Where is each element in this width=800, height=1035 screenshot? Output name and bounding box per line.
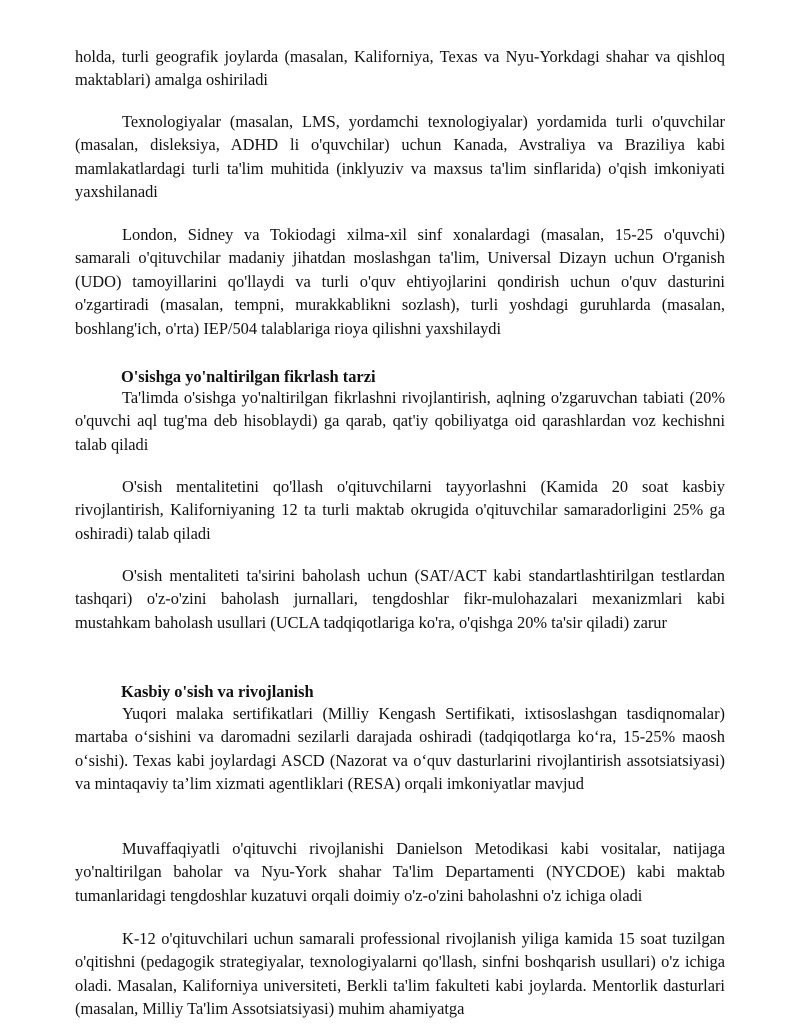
paragraph-professional-growth-1: Yuqori malaka sertifikatlari (Milliy Kengash Sertifikati, ixtisoslashgan tasdiqnomalar) martaba o‘sishini va daromadni sezilarli darajada oshiradi (tadqiqotlarga ko‘ra, 15-25% maosh o‘sishi). Texas kabi joylardagi ASCD (Nazorat va o‘quv dasturlarini rivojlantirish assotsiatsiyasi) va mintaqaviy ta’lim xizmati agentliklari (RESA) orqali imkoniyatlar mavjud xyxy=(75,704,725,794)
paragraph-professional-growth-2: Muvaffaqiyatli o'qituvchi rivojlanishi Danielson Metodikasi kabi vositalar, natijaga yo'naltirilgan baholar va Nyu-York shahar Ta'lim Departamenti (NYCDOE) kabi maktab tumanlaridagi tengdoshlar kuzatuvi orqali doimiy o'z-o'zini baholashni o'z ichiga oladi xyxy=(75,839,725,905)
paragraph-growth-mindset-2: O'sish mentalitetini qo'llash o'qituvchilarni tayyorlashni (Kamida 20 soat kasbiy rivojlantirish, Kaliforniyaning 12 ta turli maktab okrugida o'qituvchilar samaradorligini 25% ga oshiradi) talab qiladi xyxy=(75,477,725,543)
paragraph-growth-mindset-3: O'sish mentaliteti ta'sirini baholash uchun (SAT/ACT kabi standartlashtirilgan testlardan tashqari) o'z-o'zini baholash jurnallari, tengdoshlar fikr-mulohazalari mexanizmlari kabi mustahkam baholash usullari (UCLA tadqiqotlariga ko'ra, o'qishga 20% ta'sir qiladi) zarur xyxy=(75,566,725,632)
section-heading-growth-mindset: O'sishga yo'naltirilgan fikrlash tarzi xyxy=(121,367,376,386)
paragraph-diverse-classrooms: London, Sidney va Tokiodagi xilma-xil sinf xonalardagi (masalan, 15-25 o'quvchi) samarali o'qituvchilar madaniy jihatdan moslashgan ta'lim, Universal Dizayn uchun O'rganish (UDO) tamoyillarini qo'llaydi va turli o'quv ehtiyojlarini qondirish uchun o'quv dasturini o'zgartiradi (masalan, tempni, murakkablikni sozlash), turli yoshdagi guruhlarda (masalan, boshlang'ich, o'rta) IEP/504 talablariga rioya qilishni yaxshilaydi xyxy=(75,225,725,338)
paragraph-growth-mindset-1: Ta'limda o'sishga yo'naltirilgan fikrlashni rivojlantirish, aqlning o'zgaruvchan tabiati (20% o'quvchi aql tug'ma deb hisoblaydi) ga qarab, qat'iy qobiliyatga oid qarashlardan voz kechishni talab qiladi xyxy=(75,388,725,454)
paragraph-technology: Texnologiyalar (masalan, LMS, yordamchi texnologiyalar) yordamida turli o'quvchilar (masalan, disleksiya, ADHD li o'quvchilar) uchun Kanada, Avstraliya va Braziliya kabi mamlakatlardagi turli ta'lim muhitida (inklyuziv va maxsus ta'lim sinflarida) o'qish imkoniyati yaxshilanadi xyxy=(75,112,725,202)
paragraph-professional-growth-3: K-12 o'qituvchilari uchun samarali professional rivojlanish yiliga kamida 15 soat tuzilgan o'qitishni (pedagogik strategiyalar, texnologiyalarni qo'llash, sinfni boshqarish usullari) o'z ichiga oladi. Masalan, Kaliforniya universiteti, Berkli ta'lim fakulteti kabi joylarda. Mentorlik dasturlari (masalan, Milliy Ta'lim Assotsiatsiyasi) muhim ahamiyatga xyxy=(75,929,725,1019)
paragraph-intro: holda, turli geografik joylarda (masalan, Kaliforniya, Texas va Nyu-Yorkdagi shahar va qishloq maktablari) amalga oshiriladi xyxy=(75,47,725,90)
section-heading-professional-growth: Kasbiy o'sish va rivojlanish xyxy=(121,682,314,701)
